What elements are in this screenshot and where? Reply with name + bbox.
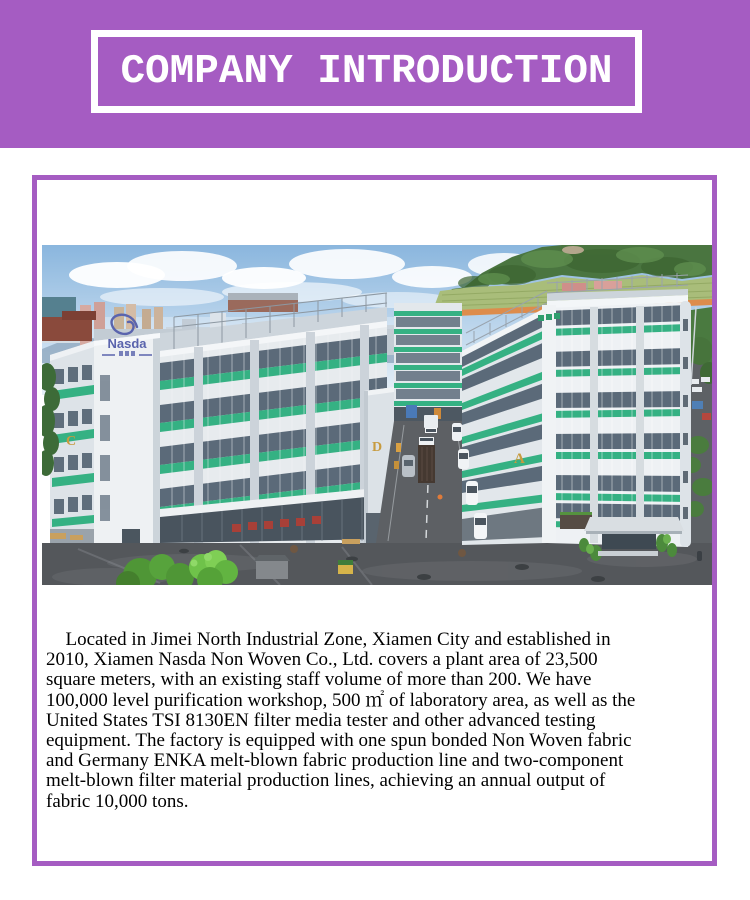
paragraph-line: fabric 10,000 tons. xyxy=(46,790,189,812)
paragraph-line: equipment. The factory is equipped with one spun bonded Non Woven fabric xyxy=(46,730,632,752)
company-description xyxy=(46,630,714,812)
content-panel xyxy=(32,175,717,866)
page-title: COMPANY INTRODUCTION xyxy=(120,48,613,95)
building-letter-a: A xyxy=(514,451,525,467)
logo-tower xyxy=(94,315,160,545)
building-letter-d: D xyxy=(372,440,383,455)
paragraph-line: square meters, with an existing staff volume of more than 200. We have xyxy=(46,669,592,691)
paragraph-line: 100,000 level purification workshop, 500 ㎡ of laboratory area, as well as the xyxy=(46,689,636,711)
building-letter-c: C xyxy=(66,434,77,449)
factory-photo-illustration xyxy=(42,245,712,585)
header-banner xyxy=(0,0,750,148)
box-truck xyxy=(424,415,438,433)
rear-building xyxy=(394,303,462,423)
paragraph-line: and Germany ENKA melt-blown fabric production line and two-component xyxy=(46,750,624,772)
title-box xyxy=(91,30,642,113)
paragraph-line: Located in Jimei North Industrial Zone, Xiamen City and established in xyxy=(56,629,611,650)
paragraph-line: United States TSI 8130EN filter media tester and other advanced testing xyxy=(46,709,596,731)
factory-photo xyxy=(42,245,712,585)
paragraph-line: 2010, Xiamen Nasda Non Woven Co., Ltd. covers a plant area of 23,500 xyxy=(46,649,598,671)
motorcycle xyxy=(697,551,702,561)
paragraph-line: melt-blown filter material production lines, achieving an annual output of xyxy=(46,770,606,792)
container-truck xyxy=(418,437,435,483)
nasda-logo-text: Nasda xyxy=(107,336,147,351)
main-facade xyxy=(160,321,387,545)
